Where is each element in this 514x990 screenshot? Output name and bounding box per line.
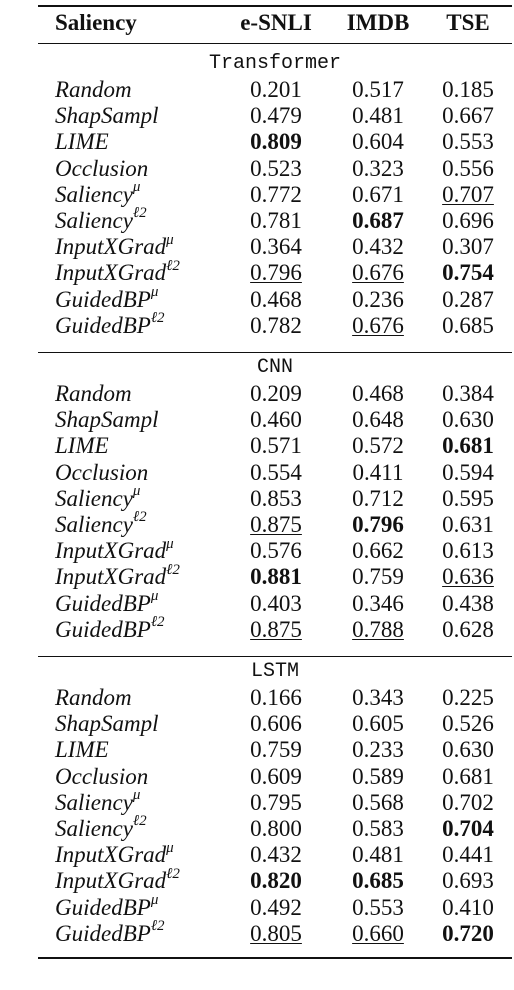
score-cell (231, 286, 321, 314)
method-name (55, 789, 140, 817)
score-cell (423, 181, 513, 209)
method-label: InputXGrad (55, 868, 167, 894)
score-value: 0.468 (352, 381, 404, 406)
score-cell (423, 406, 513, 434)
score-value: 0.630 (442, 407, 494, 433)
bottom-rule (38, 957, 512, 959)
score-value: 0.307 (442, 234, 494, 260)
score-value: 0.225 (442, 685, 494, 710)
method-name (55, 406, 159, 434)
method-variant: μ (166, 231, 174, 248)
score-cell (231, 789, 321, 817)
top-rule (38, 5, 512, 7)
score-value: 0.630 (442, 737, 494, 763)
score-value: 0.438 (442, 590, 494, 616)
score-value: 0.523 (250, 155, 302, 181)
score-cell (333, 286, 423, 314)
score-cell (333, 894, 423, 922)
score-value: 0.606 (250, 711, 302, 737)
method-label: InputXGrad (55, 564, 167, 590)
score-value: 0.772 (250, 181, 302, 207)
section-rule (38, 656, 512, 657)
score-value: 0.233 (352, 737, 404, 763)
method-label: GuidedBP (55, 894, 151, 920)
score-value: 0.720 (442, 920, 494, 946)
method-label: GuidedBP (55, 590, 151, 616)
score-cell (231, 736, 321, 764)
score-cell (333, 259, 423, 287)
score-cell (231, 684, 321, 712)
score-cell (423, 815, 513, 843)
score-value: 0.594 (442, 459, 494, 485)
method-variant: μ (150, 283, 159, 300)
method-name (55, 207, 147, 235)
method-variant: ℓ2 (166, 561, 180, 578)
score-cell (231, 380, 321, 408)
score-cell (423, 563, 513, 591)
score-cell (333, 76, 423, 104)
method-label: GuidedBP (55, 920, 151, 946)
score-value: 0.287 (442, 286, 494, 312)
score-cell (333, 736, 423, 764)
column-header: TSE (446, 10, 490, 35)
score-value: 0.782 (250, 312, 302, 338)
method-variant: ℓ2 (150, 614, 165, 631)
score-cell (423, 710, 513, 738)
method-name (55, 684, 132, 712)
method-label: LIME (55, 129, 109, 155)
score-value: 0.460 (250, 407, 302, 433)
score-cell (423, 485, 513, 513)
score-value: 0.676 (352, 312, 404, 338)
score-cell (333, 684, 423, 712)
method-variant: ℓ2 (166, 257, 180, 274)
score-cell (231, 312, 321, 340)
method-name (55, 511, 147, 539)
score-cell (231, 259, 321, 287)
method-label: GuidedBP (55, 286, 151, 312)
method-label: Saliency (55, 485, 133, 511)
score-cell (423, 155, 513, 183)
score-cell (231, 815, 321, 843)
score-cell (423, 76, 513, 104)
method-variant: ℓ2 (166, 865, 180, 882)
score-cell (423, 616, 513, 644)
method-label: Occlusion (55, 763, 149, 789)
score-cell (333, 380, 423, 408)
method-name (55, 76, 132, 104)
method-label: Saliency (55, 181, 133, 207)
score-value: 0.609 (250, 763, 302, 789)
score-cell (333, 155, 423, 183)
score-value: 0.604 (352, 129, 404, 155)
score-value: 0.781 (250, 208, 302, 233)
score-value: 0.553 (352, 894, 404, 920)
method-name (55, 710, 159, 738)
score-value: 0.479 (250, 103, 302, 129)
score-value: 0.346 (352, 590, 404, 616)
method-label: InputXGrad (55, 538, 167, 564)
score-cell (333, 867, 423, 895)
score-value: 0.648 (352, 407, 404, 433)
score-cell (423, 102, 513, 130)
score-value: 0.875 (250, 616, 302, 642)
method-name (55, 815, 147, 843)
score-value: 0.702 (442, 789, 494, 815)
method-variant: ℓ2 (132, 509, 147, 526)
score-cell (231, 406, 321, 434)
method-label: Saliency (55, 816, 133, 841)
score-value: 0.432 (352, 234, 404, 260)
score-cell (423, 867, 513, 895)
score-cell (423, 537, 513, 565)
score-cell (333, 511, 423, 539)
score-cell (231, 207, 321, 235)
score-value: 0.800 (250, 816, 302, 841)
score-cell (231, 128, 321, 156)
column-header: IMDB (346, 10, 410, 35)
score-value: 0.796 (352, 512, 404, 537)
method-label: GuidedBP (55, 312, 151, 338)
score-cell (231, 920, 321, 948)
score-cell (231, 233, 321, 261)
score-value: 0.572 (352, 433, 404, 459)
method-variant: μ (132, 787, 141, 804)
score-cell (333, 616, 423, 644)
score-cell (333, 406, 423, 434)
method-name (55, 283, 159, 314)
score-cell (231, 867, 321, 895)
score-cell (333, 432, 423, 460)
score-value: 0.517 (352, 77, 404, 102)
method-label: ShapSampl (55, 407, 159, 433)
score-cell (423, 763, 513, 791)
score-cell (333, 841, 423, 869)
method-name (55, 563, 180, 591)
score-value: 0.796 (250, 260, 302, 286)
score-cell (333, 590, 423, 618)
score-value: 0.553 (442, 129, 494, 155)
score-value: 0.707 (442, 181, 494, 207)
score-value: 0.613 (442, 538, 494, 564)
score-value: 0.323 (352, 155, 404, 181)
score-cell (423, 841, 513, 869)
method-name (55, 920, 165, 948)
method-label: LIME (55, 737, 109, 763)
score-cell (231, 563, 321, 591)
method-variant: ℓ2 (132, 205, 147, 222)
score-cell (333, 128, 423, 156)
method-label: ShapSampl (55, 711, 159, 737)
score-cell (333, 312, 423, 340)
method-label: InputXGrad (55, 234, 167, 260)
score-value: 0.432 (250, 842, 302, 868)
score-value: 0.820 (250, 868, 302, 894)
score-cell (231, 841, 321, 869)
section-label: LSTM (250, 660, 299, 683)
method-name (55, 587, 159, 618)
section-label: CNN (256, 356, 293, 379)
score-value: 0.687 (352, 208, 404, 233)
score-value: 0.166 (250, 685, 302, 710)
method-variant: μ (132, 483, 141, 500)
score-value: 0.712 (352, 485, 404, 511)
column-header: e-SNLI (240, 10, 312, 35)
score-value: 0.595 (442, 485, 494, 511)
score-cell (333, 485, 423, 513)
method-label: Occlusion (55, 459, 149, 485)
method-variant: μ (166, 839, 174, 856)
method-name (55, 616, 165, 644)
method-label: ShapSampl (55, 103, 159, 129)
score-cell (423, 789, 513, 817)
method-label: Random (55, 685, 132, 710)
method-label: InputXGrad (55, 842, 167, 868)
method-variant: ℓ2 (150, 310, 165, 327)
score-cell (333, 207, 423, 235)
method-variant: ℓ2 (132, 813, 147, 830)
method-label: GuidedBP (55, 616, 151, 642)
method-name (55, 867, 180, 895)
score-cell (231, 511, 321, 539)
score-value: 0.759 (250, 737, 302, 763)
score-cell (231, 616, 321, 644)
method-name (55, 259, 180, 287)
score-value: 0.788 (352, 616, 404, 642)
method-variant: ℓ2 (150, 918, 165, 935)
method-name (55, 380, 132, 408)
method-variant: μ (150, 891, 159, 908)
score-value: 0.589 (352, 763, 404, 789)
score-value: 0.636 (442, 564, 494, 590)
score-cell (333, 181, 423, 209)
method-label: Saliency (55, 512, 133, 537)
score-value: 0.693 (442, 868, 494, 894)
method-name (55, 432, 109, 460)
score-cell (333, 920, 423, 948)
score-cell (423, 312, 513, 340)
score-value: 0.809 (250, 129, 302, 155)
method-variant: μ (132, 179, 141, 196)
score-cell (333, 537, 423, 565)
score-value: 0.881 (250, 564, 302, 590)
score-value: 0.704 (442, 816, 494, 841)
score-value: 0.343 (352, 685, 404, 710)
score-value: 0.685 (352, 868, 404, 894)
score-value: 0.468 (250, 286, 302, 312)
method-name (55, 102, 159, 130)
method-label: InputXGrad (55, 260, 167, 286)
score-cell (333, 102, 423, 130)
method-name (55, 736, 109, 764)
score-cell (423, 286, 513, 314)
method-label: Random (55, 381, 132, 406)
score-cell (333, 710, 423, 738)
score-value: 0.667 (442, 103, 494, 129)
score-value: 0.671 (352, 181, 404, 207)
score-cell (423, 128, 513, 156)
score-value: 0.795 (250, 789, 302, 815)
score-value: 0.853 (250, 485, 302, 511)
method-name (55, 485, 140, 513)
score-value: 0.568 (352, 789, 404, 815)
score-value: 0.403 (250, 590, 302, 616)
score-value: 0.571 (250, 433, 302, 459)
score-value: 0.384 (442, 381, 494, 406)
score-cell (423, 736, 513, 764)
score-value: 0.685 (442, 312, 494, 338)
score-value: 0.660 (352, 920, 404, 946)
score-cell (333, 563, 423, 591)
score-value: 0.875 (250, 512, 302, 537)
score-value: 0.681 (442, 763, 494, 789)
score-cell (231, 763, 321, 791)
score-value: 0.441 (442, 842, 494, 868)
method-name (55, 312, 165, 340)
score-value: 0.754 (442, 260, 494, 286)
method-name (55, 537, 174, 565)
score-value: 0.492 (250, 894, 302, 920)
score-value: 0.481 (352, 842, 404, 868)
score-value: 0.681 (442, 433, 494, 459)
method-label: Random (55, 77, 132, 102)
score-cell (231, 102, 321, 130)
score-cell (231, 155, 321, 183)
score-cell (231, 432, 321, 460)
score-cell (423, 380, 513, 408)
method-label: Occlusion (55, 155, 149, 181)
score-value: 0.185 (442, 77, 494, 102)
score-value: 0.805 (250, 920, 302, 946)
section-rule (38, 352, 512, 353)
method-variant: μ (166, 535, 174, 552)
score-value: 0.628 (442, 616, 494, 642)
score-cell (231, 181, 321, 209)
score-cell (423, 207, 513, 235)
score-cell (423, 233, 513, 261)
score-cell (231, 894, 321, 922)
score-cell (333, 233, 423, 261)
score-value: 0.605 (352, 711, 404, 737)
score-value: 0.576 (250, 538, 302, 564)
score-cell (231, 76, 321, 104)
score-value: 0.411 (352, 459, 404, 485)
section-label: Transformer (208, 52, 342, 75)
method-name (55, 841, 174, 869)
score-value: 0.481 (352, 103, 404, 129)
score-value: 0.526 (442, 711, 494, 737)
score-cell (333, 763, 423, 791)
score-cell (423, 511, 513, 539)
score-cell (423, 590, 513, 618)
score-cell (333, 459, 423, 487)
score-value: 0.696 (442, 208, 494, 233)
score-cell (423, 459, 513, 487)
method-label: LIME (55, 433, 109, 459)
method-label: Saliency (55, 789, 133, 815)
score-value: 0.554 (250, 459, 302, 485)
score-value: 0.556 (442, 155, 494, 181)
score-value: 0.631 (442, 512, 494, 537)
score-cell (333, 815, 423, 843)
score-value: 0.201 (250, 77, 302, 102)
score-value: 0.209 (250, 381, 302, 406)
method-name (55, 181, 140, 209)
score-cell (231, 590, 321, 618)
score-cell (423, 920, 513, 948)
method-name (55, 891, 159, 922)
method-variant: μ (150, 587, 159, 604)
score-cell (231, 459, 321, 487)
header-rule (38, 43, 512, 44)
score-value: 0.236 (352, 286, 404, 312)
score-value: 0.364 (250, 234, 302, 260)
score-cell (231, 485, 321, 513)
score-value: 0.676 (352, 260, 404, 286)
score-value: 0.583 (352, 816, 404, 841)
score-value: 0.759 (352, 564, 404, 590)
score-cell (231, 537, 321, 565)
score-cell (423, 432, 513, 460)
method-name (55, 128, 109, 156)
method-name (55, 233, 174, 261)
score-cell (423, 894, 513, 922)
method-label: Saliency (55, 208, 133, 233)
score-cell (423, 259, 513, 287)
score-cell (333, 789, 423, 817)
score-cell (231, 710, 321, 738)
score-value: 0.410 (442, 894, 494, 920)
score-cell (423, 684, 513, 712)
column-header: Saliency (55, 10, 137, 35)
score-value: 0.662 (352, 538, 404, 564)
